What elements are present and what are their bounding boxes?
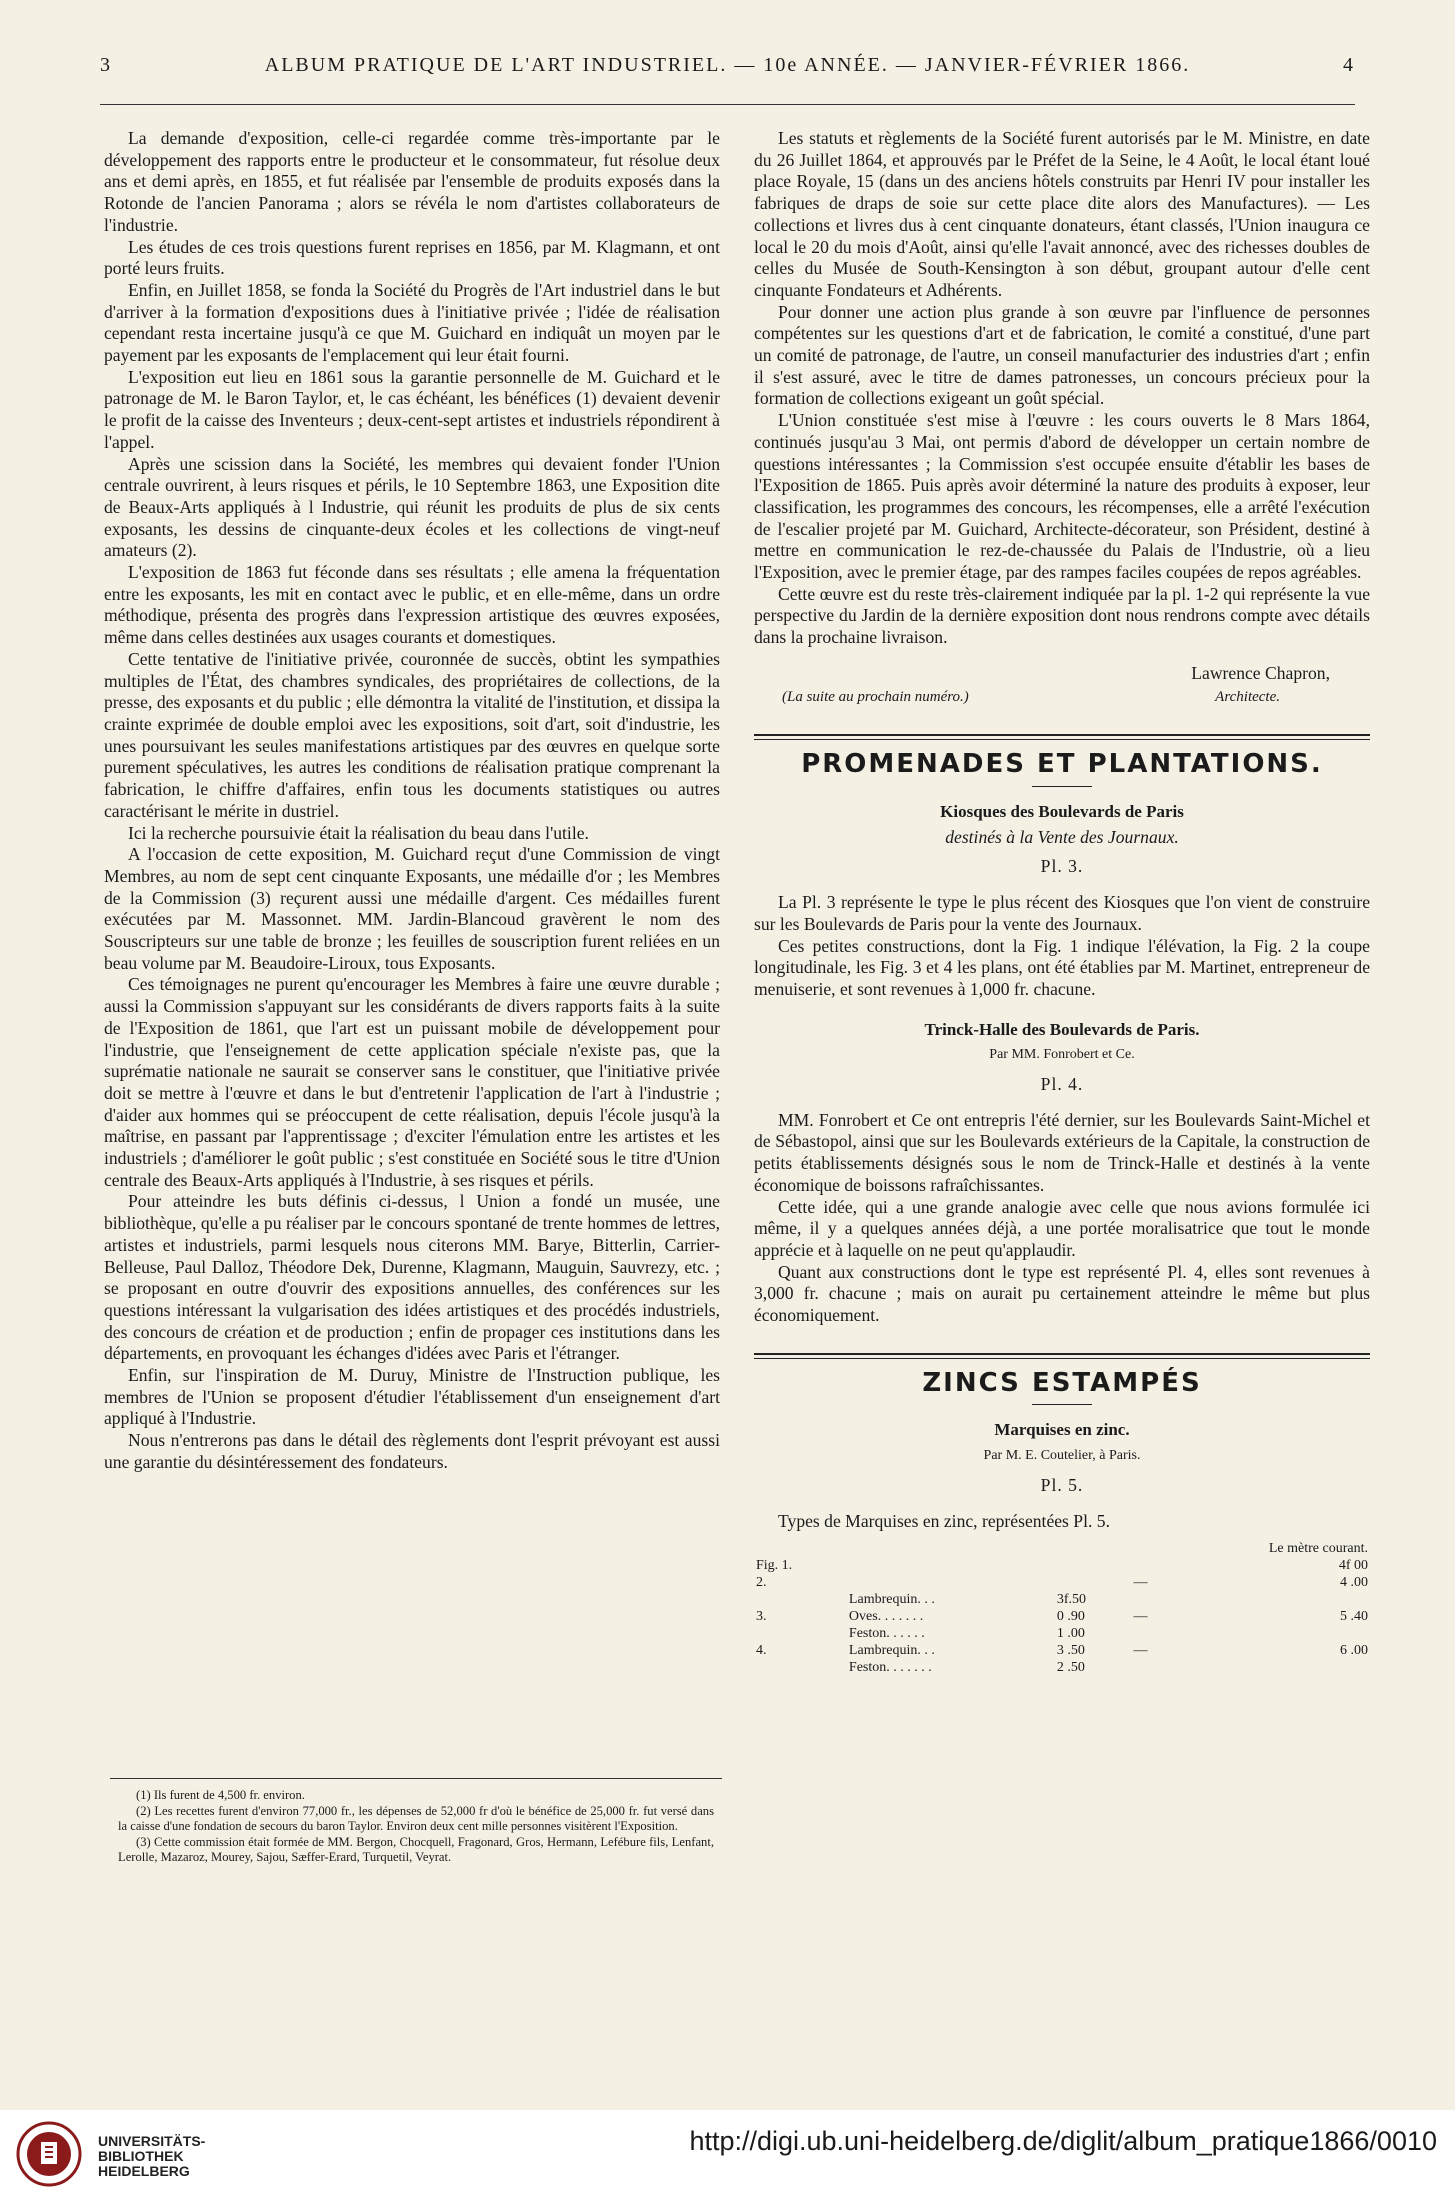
paragraph: L'Union constituée s'est mise à l'œuvre : les cours ouverts le 8 Mars 1864, continués jusqu'au 3 Mai, ont permis d'abord de développer un certain nombre de questions intéressantes ; la Commission s'est occupée ensuite d'établir les bases de l'Exposition de 1865. Puis après avoir déterminé la nature des produits à exposer, leur classification, les programmes des concours, les récompenses, elle a arrêté l'exécution de l'escalier projeté par M. Guichard, Architecte-décorateur, son Président, destiné à mettre en communication le rez-de-chaussée du Palais de l'Industrie, où a lieu l'Exposition, avec le premier étage, par des rampes faciles coupées de repos agréables. bbox=[754, 410, 1370, 583]
page-number-right: 4 bbox=[1343, 54, 1355, 76]
paragraph: Pour atteindre les buts définis ci-dessus, l Union a fondé un musée, une bibliothèque, qu'elle a pu réaliser par le concours spontané de trente hommes de lettres, artistes et industriels, parmi lesquels nous citerons MM. Barye, Bitterlin, Carrier-Belleuse, Paul Dalloz, Théodore Dek, Durenne, Klagmann, Mauguin, Sauvrezy, etc. ; se proposant en outre d'ouvrir des expositions annuelles, des conférences sur les questions intéressant la vulgarisation des idées artistiques et des procédés industriels, des concours de création et de production ; enfin de propager ces institutions dans les départements, en provoquant les échanges d'idées avec Paris et l'étranger. bbox=[104, 1191, 720, 1364]
table-cell: 0 .90 bbox=[1056, 1609, 1085, 1625]
table-row bbox=[754, 1574, 1370, 1591]
table-row bbox=[754, 1608, 1370, 1625]
footnote: (2) Les recettes furent d'environ 77,000 fr., les dépenses de 52,000 fr d'où le bénéfice de 25,000 fr. fut versé dans la caisse d'une fondation de secours du baron Taylor. Environ deux cent mille personnes visitèrent l'Exposition. bbox=[118, 1803, 714, 1834]
table-cell: — bbox=[1133, 1643, 1148, 1659]
paragraph: Enfin, sur l'inspiration de M. Duruy, Ministre de l'Instruction publique, les membres de l'Union se proposent d'étudier l'établissement d'un enseignement d'art appliqué à l'Industrie. bbox=[104, 1365, 720, 1429]
viewer-footer bbox=[0, 2110, 1455, 2201]
paragraph: Enfin, en Juillet 1858, se fonda la Société du Progrès de l'Art industriel dans le but d'arriver à la formation d'expositions dues à l'initiative privée ; l'idée de réalisation cependant resta incertaine jusqu'à ce que M. Guichard en indiquât un moyen par le payement par les exposants de l'emplacement qui leur était fourni. bbox=[104, 279, 720, 366]
table-cell: — bbox=[1133, 1575, 1148, 1591]
paragraph: L'exposition de 1863 fut féconde dans ses résultats ; elle amena la fréquentation entre les exposants, les mit en contact avec le public, et en elle-même, dans un ordre méthodique, présenta des progrès dans l'expression artistique des œuvres exposées, même dans celles destinées aux usages courants et domestiques. bbox=[104, 562, 720, 648]
paragraph: Après une scission dans la Société, les membres qui devaient fonder l'Union centrale ouvrirent, à leurs risques et périls, le 10 Septembre 1863, une Exposition dite de Beaux-Arts appliqués à l Industrie, qui réunit les produits de plus de six cents exposants, les dessins de cinquante-deux écoles et les collections de vingt-neuf amateurs (2). bbox=[104, 453, 720, 561]
paragraph: Ces petites constructions, dont la Fig. 1 indique l'élévation, la Fig. 2 la coupe longitudinale, les Fig. 3 et 4 les plans, ont été établies par M. Martinet, entrepreneur de menuiserie, et sont revenues à 1,000 fr. chacune. bbox=[754, 935, 1370, 999]
paragraph: Les statuts et règlements de la Société furent autorisés par le M. Ministre, en date du 26 Juillet 1864, et approuvés par le Préfet de la Seine, le 4 Août, le local étant loué place Royale, 15 (dans un des anciens hôtels construits par Henri IV pour installer les fabriques de draps de soie sur cette place dite alors des Manufactures). — Les collections et livres dus à cent cinquante donateurs, étant classés, l'Union inaugura ce local le 20 du mois d'Août, ainsi qu'elle l'avait annoncé, avec des richesses doubles de celles du Musée de South-Kensington à son début, groupant autour d'elle cent cinquante Fondateurs et Adhérents. bbox=[754, 128, 1370, 300]
table-cell bbox=[1215, 1625, 1370, 1642]
running-header bbox=[100, 54, 1355, 84]
table-cell: 5 .40 bbox=[1340, 1609, 1368, 1625]
plate-reference: Pl. 4. bbox=[1040, 1074, 1084, 1095]
paragraph: Ces témoignages ne purent qu'encourager les Membres à faire une œuvre durable ; aussi la Commission s'appuyant sur les considérants de divers rapports faits à la suite de l'Exposition de 1861, que l'art est un puissant mobile de développement pour l'industrie, que l'enseignement de cette application spéciale n'existe pas, que la suprématie nationale ne saurait se conserver sans le constituer, que l'initiative privée doit se mettre à l'œuvre et dans le but d'entretenir l'application de l'art à l'industrie ; d'aider aux hommes qui se préoccupent de cette réalisation, depuis l'école jusqu'à la maîtrise, en passant par l'apprentissage ; d'exciter l'émulation entre les artistes et les industriels ; d'améliorer le goût public ; s'est constituée en Société sous le titre d'Union centrale des Beaux-Arts appliqués à l'Industrie, à ses risques et périls. bbox=[104, 974, 720, 1190]
header-rule bbox=[100, 104, 1355, 105]
table-row bbox=[754, 1557, 1370, 1574]
table-cell bbox=[1132, 1557, 1216, 1574]
table-cell: 2. bbox=[756, 1575, 767, 1591]
table-cell: Oves. . . . . . . bbox=[848, 1609, 924, 1625]
paragraph: Ici la recherche poursuivie était la réalisation du beau dans l'utile. bbox=[128, 822, 589, 843]
suite-note: (La suite au prochain numéro.) bbox=[782, 688, 969, 705]
university-library-logo[interactable] bbox=[14, 2120, 84, 2188]
table-cell bbox=[1215, 1659, 1370, 1676]
article-title-kiosques: Kiosques des Boulevards de Paris bbox=[940, 801, 1184, 821]
footnote: (1) Ils furent de 4,500 fr. environ. bbox=[136, 1788, 305, 1802]
library-name-line: HEIDELBERG bbox=[98, 2163, 190, 2179]
table-cell bbox=[754, 1659, 847, 1676]
table-row bbox=[754, 1659, 1370, 1676]
table-cell: Feston. . . . . . bbox=[848, 1626, 925, 1642]
table-cell: Lambrequin. . . bbox=[848, 1592, 935, 1608]
paragraph: La demande d'exposition, celle-ci regardée comme très-importante par le développement des rapports entre le producteur et le consommateur, fut résolue deux ans et demi après, en 1855, et fut réalisée par l'ensemble de produits exposés dans la Rotonde de l'ancien Panorama ; alors se révéla le nom d'artistes collaborateurs de l'industrie. bbox=[104, 128, 720, 235]
table-cell bbox=[1132, 1625, 1216, 1642]
signature-block bbox=[754, 663, 1370, 708]
short-divider bbox=[1032, 786, 1092, 787]
plate-reference: Pl. 5. bbox=[1040, 1474, 1084, 1495]
table-cell: 3. bbox=[756, 1609, 767, 1625]
table-cell: Lambrequin. . . bbox=[848, 1643, 935, 1659]
table-header: Le mètre courant. bbox=[1268, 1541, 1368, 1557]
table-cell bbox=[754, 1625, 847, 1642]
table-cell bbox=[754, 1591, 847, 1608]
price-table bbox=[754, 1540, 1370, 1676]
table-cell bbox=[1055, 1557, 1132, 1574]
author-role: Architecte. bbox=[1215, 688, 1280, 705]
table-cell bbox=[1055, 1574, 1132, 1591]
paragraph: La Pl. 3 représente le type le plus récent des Kiosques que l'on vient de construire sur les Boulevards de Paris pour la vente des Journaux. bbox=[754, 892, 1370, 934]
table-cell bbox=[847, 1557, 1055, 1574]
table-cell bbox=[847, 1574, 1055, 1591]
paragraph: Les études de ces trois questions furent reprises en 1856, par M. Klagmann, et ont porté leurs fruits. bbox=[104, 236, 720, 279]
table-cell: 4f 00 bbox=[1338, 1558, 1368, 1574]
table-cell: — bbox=[1133, 1609, 1148, 1625]
permalink-url[interactable]: http://digi.ub.uni-heidelberg.de/diglit/album_pratique1866/0010 bbox=[689, 2126, 1437, 2156]
article-author-trinck: Par MM. Fonrobert et Ce. bbox=[989, 1047, 1135, 1063]
table-cell: 6 .00 bbox=[1340, 1643, 1368, 1659]
paragraph: Pour donner une action plus grande à son œuvre par l'influence de personnes compétentes sur les questions d'art et de fabrication, le comité a constitué, d'une part un comité de patronage, de l'autre, un conseil manufacturier des industries d'art ; enfin il s'est assuré, avec le titre de dames patronesses, un concours précieux pour la formation de collections exigeant un goût spécial. bbox=[754, 301, 1370, 409]
right-column bbox=[754, 128, 1370, 1676]
table-cell: 3 .50 bbox=[1056, 1643, 1085, 1659]
table-cell: Feston. . . . . . . bbox=[848, 1660, 932, 1676]
table-cell: Fig. 1. bbox=[756, 1558, 793, 1574]
table-row bbox=[754, 1591, 1370, 1608]
footnotes bbox=[118, 1788, 714, 1866]
table-cell: 1 .00 bbox=[1056, 1626, 1085, 1642]
journal-title: ALBUM PRATIQUE DE L'ART INDUSTRIEL. — 10e ANNÉE. — JANVIER-FÉVRIER 1866. bbox=[264, 54, 1191, 76]
footnote: (3) Cette commission était formée de MM. Bergon, Chocquell, Fragonard, Gros, Hermann, Lefébure fils, Lenfant, Lerolle, Mazaroz, Mourey, Sajou, Sæffer-Erard, Turquetil, Veyrat. bbox=[118, 1834, 714, 1865]
paragraph: Cette œuvre est du reste très-clairement indiquée par la pl. 1-2 qui représente la vue perspective du Jardin de la dernière exposition dont nous rendrons compte avec détails dans la prochaine livraison. bbox=[754, 583, 1370, 648]
library-name-line: UNIVERSITÄTS- bbox=[98, 2133, 206, 2149]
table-cell: 4. bbox=[756, 1643, 767, 1659]
article-title-marquises: Marquises en zinc. bbox=[994, 1420, 1130, 1440]
paragraph: Quant aux constructions dont le type est représenté Pl. 4, elles sont revenues à 3,000 fr. chacune ; mais on aurait pu certainement atteindre le même but plus économiquement. bbox=[754, 1261, 1370, 1326]
library-name bbox=[98, 2134, 205, 2179]
table-header-row bbox=[754, 1540, 1370, 1557]
library-name-line: BIBLIOTHEK bbox=[98, 2148, 184, 2164]
paragraph: L'exposition eut lieu en 1861 sous la garantie personnelle de M. Guichard et le patronage de M. le Baron Taylor, et, le cas échéant, les bénéfices (1) devaient devenir le profit de la caisse des Inventeurs ; deux-cent-sept artistes et industriels répondirent à l'appel. bbox=[104, 366, 720, 452]
article-subtitle-kiosques: destinés à la Vente des Journaux. bbox=[945, 826, 1179, 847]
paragraph: MM. Fonrobert et Ce ont entrepris l'été dernier, sur les Boulevards Saint-Michel et de Sébastopol, ainsi que sur les Boulevards extérieurs de la Capitale, la construction de petits établissements désignés sous le nom de Trinck-Halle et destinés à la vente économique de boissons rafraîchissantes. bbox=[754, 1109, 1370, 1195]
table-cell: 2 .50 bbox=[1056, 1660, 1085, 1676]
section-divider bbox=[754, 734, 1370, 740]
table-cell bbox=[1215, 1591, 1370, 1608]
paragraph: Cette tentative de l'initiative privée, couronnée de succès, obtint les sympathies multiples de l'État, des chambres syndicales, des propriétaires de collections, de la presse, des exposants et du public ; elle démontra la vitalité de l'institution, et dissipa la crainte exprimée de double emploi avec les expositions, soit d'art, soit d'industrie, les unes poursuivant les seules manifestations artistiques par des œuvres en quelque sorte purement spéculatives, les autres les conditions de réalisation pratique comprenant la fabrication, le chiffre d'affaires, enfin tous les documents statistiques ou autres caractérisant le mérite in dustriel. bbox=[104, 648, 720, 821]
article-title-trinck: Trinck-Halle des Boulevards de Paris. bbox=[924, 1019, 1200, 1039]
author-signature: Lawrence Chapron, bbox=[1191, 662, 1330, 683]
seal-icon bbox=[14, 2120, 84, 2188]
short-divider bbox=[1032, 1404, 1092, 1405]
paragraph: Cette idée, qui a une grande analogie avec celle que nous avions formulée ici même, il y a quelques années déjà, a une portée moralisatrice que tout le monde apprécie et à laquelle on ne peut qu'applaudir. bbox=[754, 1196, 1370, 1260]
footnote-rule bbox=[110, 1778, 722, 1779]
plate-reference: Pl. 3. bbox=[1040, 856, 1084, 877]
table-cell: 4 .00 bbox=[1340, 1575, 1368, 1591]
section-title-promenades: PROMENADES ET PLANTATIONS. bbox=[801, 749, 1323, 780]
page-number-left: 3 bbox=[100, 54, 112, 76]
table-cell: 3f.50 bbox=[1056, 1592, 1087, 1608]
section-divider bbox=[754, 1353, 1370, 1359]
table-cell bbox=[1132, 1659, 1216, 1676]
left-column bbox=[104, 128, 720, 1474]
table-row bbox=[754, 1625, 1370, 1642]
table-row bbox=[754, 1642, 1370, 1659]
table-cell bbox=[1132, 1591, 1216, 1608]
article-author-marquises: Par M. E. Coutelier, à Paris. bbox=[983, 1448, 1141, 1464]
paragraph: Types de Marquises en zinc, représentées Pl. 5. bbox=[778, 1510, 1110, 1531]
paragraph: A l'occasion de cette exposition, M. Guichard reçut d'une Commission de vingt Membres, au nom de sept cent cinquante Exposants, une médaille d'or ; les Membres de la Commission (3) reçurent aussi une médaille d'argent. Ces médailles furent exécutées par M. Massonnet. MM. Jardin-Blancoud gravèrent le nom des Souscripteurs sur une table de bronze ; les feuilles de souscription furent reliées en un beau volume par M. Beaudoire-Liroux, tous Exposants. bbox=[104, 844, 720, 973]
paragraph: Nous n'entrerons pas dans le détail des règlements dont l'esprit prévoyant est aussi une garantie du désintéressement des fondateurs. bbox=[104, 1430, 720, 1472]
section-title-zincs: ZINCS ESTAMPÉS bbox=[922, 1367, 1202, 1398]
